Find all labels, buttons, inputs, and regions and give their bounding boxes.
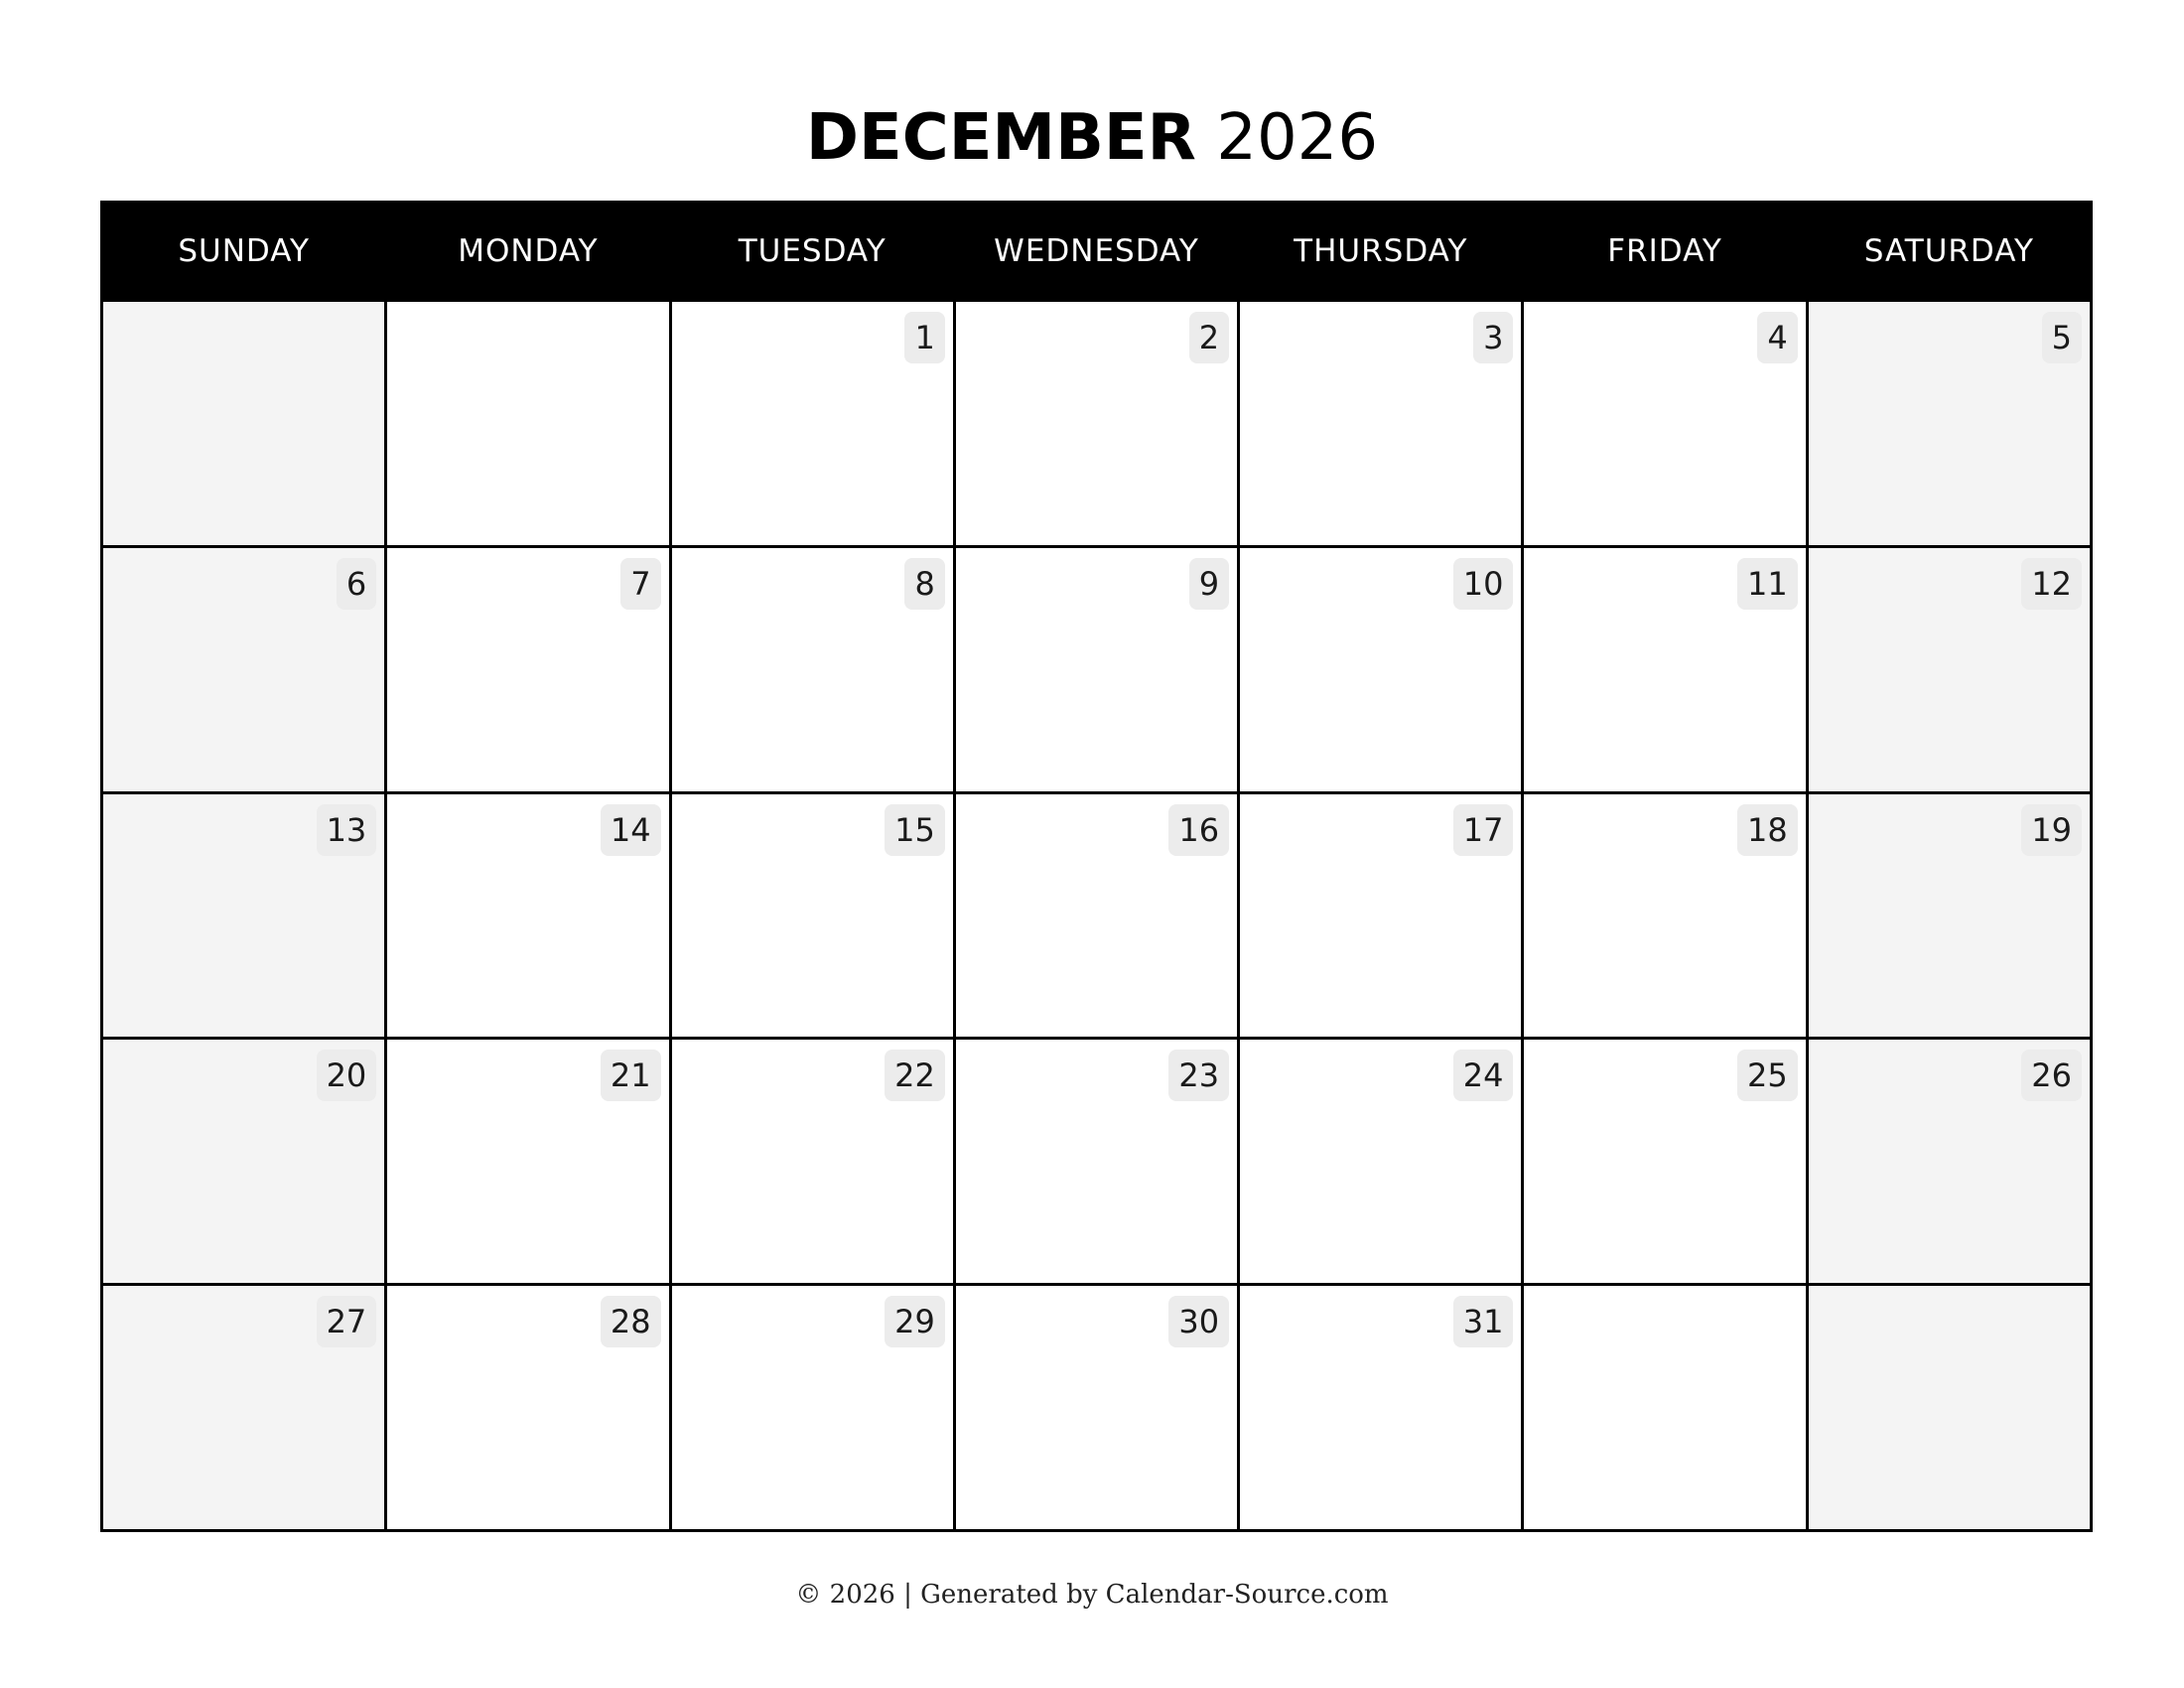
- day-cell: [672, 1286, 953, 1529]
- day-number: 23: [1168, 1050, 1229, 1101]
- day-number: 29: [885, 1296, 945, 1347]
- day-cell: [1524, 302, 1805, 545]
- day-number: 3: [1473, 312, 1513, 363]
- day-cell: [672, 302, 953, 545]
- day-number: 20: [317, 1050, 377, 1101]
- day-number: 1: [904, 312, 944, 363]
- day-cell: [1240, 794, 1521, 1038]
- day-cell: [387, 1040, 668, 1283]
- day-number: 24: [1453, 1050, 1514, 1101]
- day-cell: [672, 1040, 953, 1283]
- weekday-header-friday: FRIDAY: [1524, 204, 1805, 299]
- day-number: 2: [1189, 312, 1229, 363]
- day-cell: [1809, 1040, 2090, 1283]
- day-cell: [103, 548, 384, 791]
- weekday-header-thursday: THURSDAY: [1240, 204, 1521, 299]
- day-number: 25: [1737, 1050, 1798, 1101]
- day-cell: [956, 548, 1237, 791]
- day-cell: [956, 1286, 1237, 1529]
- weekday-header-sunday: SUNDAY: [103, 204, 384, 299]
- day-number: 30: [1168, 1296, 1229, 1347]
- day-cell: [1809, 548, 2090, 791]
- day-cell: [387, 548, 668, 791]
- day-cell: [956, 794, 1237, 1038]
- day-cell: [1524, 548, 1805, 791]
- day-number: 4: [1757, 312, 1797, 363]
- day-number: 5: [2042, 312, 2082, 363]
- day-number: 14: [601, 804, 661, 856]
- weekday-header-monday: MONDAY: [387, 204, 668, 299]
- day-number: 10: [1453, 558, 1514, 610]
- day-cell: [1240, 1040, 1521, 1283]
- day-number: 17: [1453, 804, 1514, 856]
- weekday-header-saturday: SATURDAY: [1809, 204, 2090, 299]
- day-cell: [103, 302, 384, 545]
- day-cell: [1524, 1286, 1805, 1529]
- day-cell: [672, 794, 953, 1038]
- title-month: DECEMBER: [805, 101, 1196, 175]
- day-number: 15: [885, 804, 945, 856]
- day-number: 12: [2021, 558, 2082, 610]
- title-year: 2026: [1216, 101, 1379, 175]
- calendar-title: [0, 97, 2184, 179]
- day-number: 16: [1168, 804, 1229, 856]
- day-number: 9: [1189, 558, 1229, 610]
- day-number: 28: [601, 1296, 661, 1347]
- day-cell: [956, 1040, 1237, 1283]
- day-number: 7: [620, 558, 660, 610]
- day-cell: [1524, 1040, 1805, 1283]
- day-number: 19: [2021, 804, 2082, 856]
- footer-credit: © 2026 | Generated by Calendar-Source.com: [795, 1580, 1389, 1610]
- day-cell: [1240, 302, 1521, 545]
- day-cell: [1809, 302, 2090, 545]
- day-cell: [1240, 548, 1521, 791]
- day-cell: [103, 1286, 384, 1529]
- day-cell: [387, 302, 668, 545]
- day-cell: [387, 794, 668, 1038]
- day-cell: [1809, 1286, 2090, 1529]
- day-cell: [1809, 794, 2090, 1038]
- day-number: 26: [2021, 1050, 2082, 1101]
- day-number: 8: [904, 558, 944, 610]
- day-cell: [387, 1286, 668, 1529]
- day-number: 21: [601, 1050, 661, 1101]
- calendar-grid: [100, 201, 2093, 1532]
- day-number: 31: [1453, 1296, 1514, 1347]
- day-number: 22: [885, 1050, 945, 1101]
- day-number: 11: [1737, 558, 1798, 610]
- day-cell: [672, 548, 953, 791]
- day-cell: [103, 1040, 384, 1283]
- day-number: 18: [1737, 804, 1798, 856]
- day-cell: [103, 794, 384, 1038]
- day-number: 27: [317, 1296, 377, 1347]
- weekday-header-tuesday: TUESDAY: [672, 204, 953, 299]
- day-cell: [1524, 794, 1805, 1038]
- day-cell: [956, 302, 1237, 545]
- day-number: 6: [337, 558, 376, 610]
- day-number: 13: [317, 804, 377, 856]
- weekday-header-wednesday: WEDNESDAY: [956, 204, 1237, 299]
- day-cell: [1240, 1286, 1521, 1529]
